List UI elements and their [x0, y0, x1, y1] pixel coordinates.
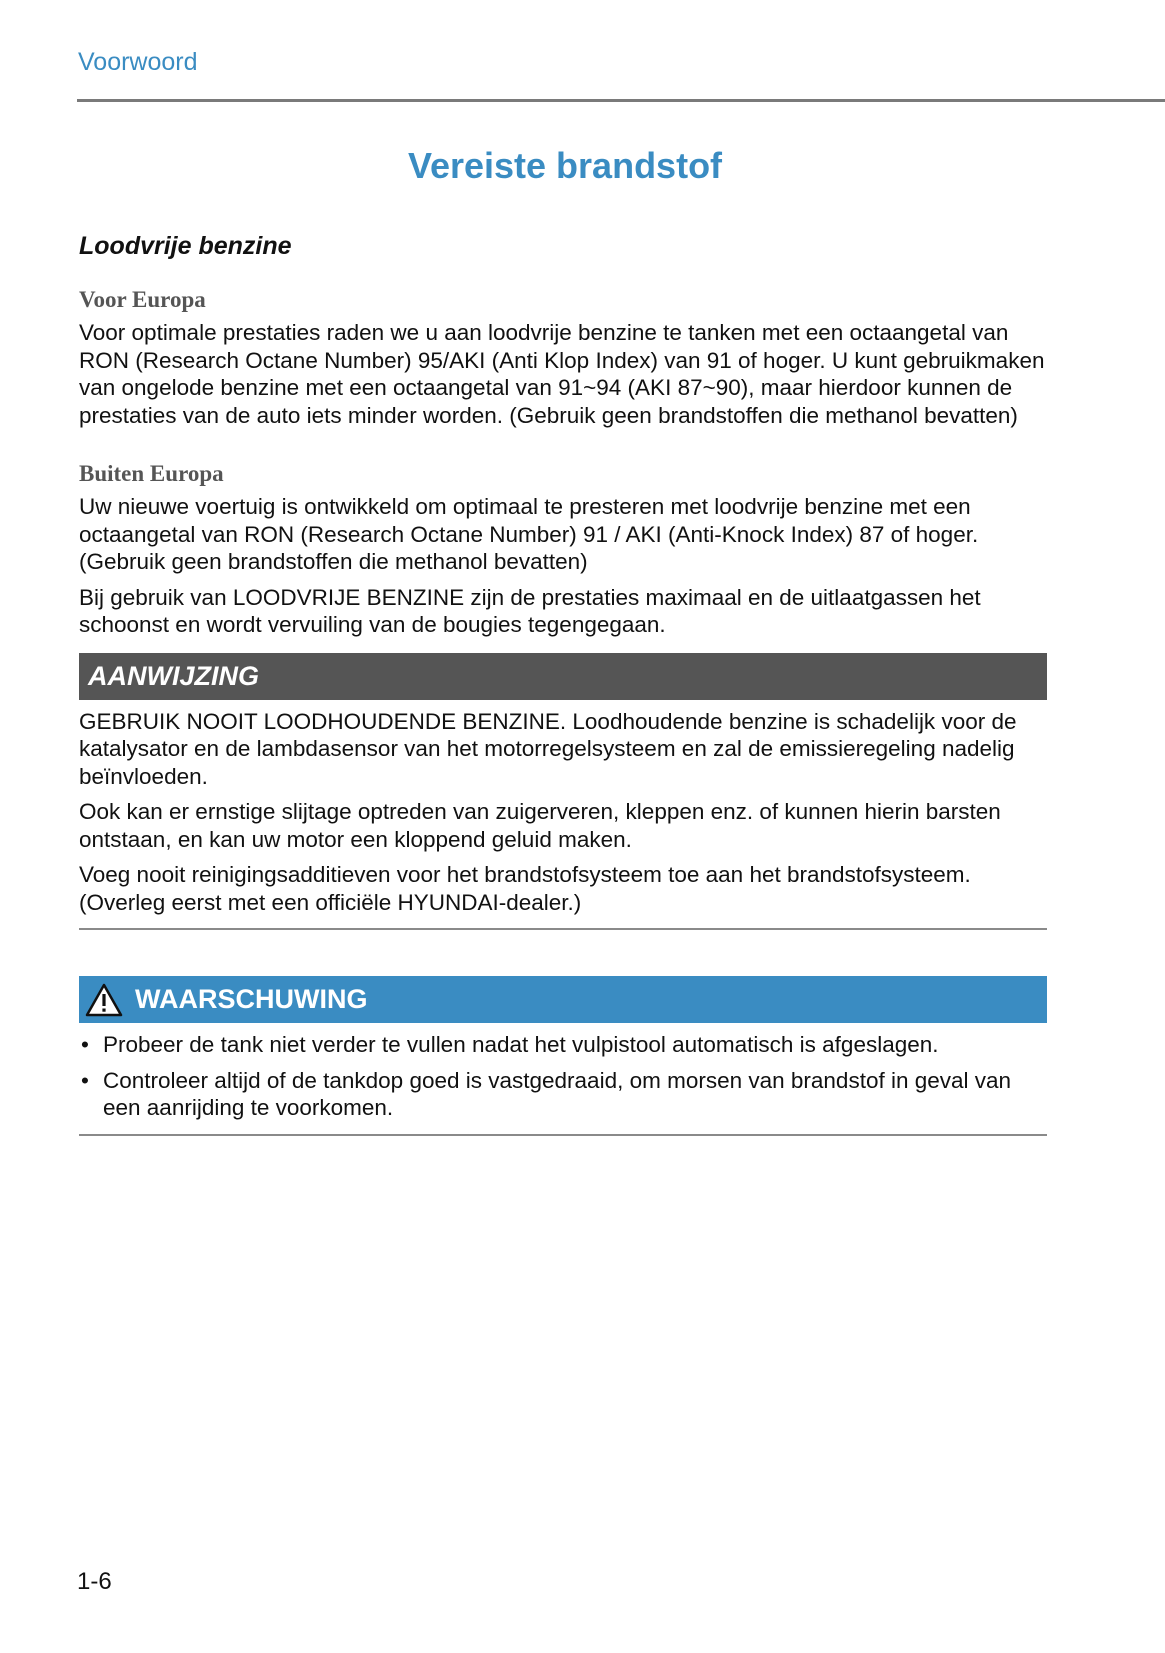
- notice-paragraph: Voeg nooit reinigingsadditieven voor het brandstofsysteem toe aan het brandstofsysteem. (Overleg eerst met een officiële HYUNDAI-dealer.): [79, 862, 971, 915]
- paragraph-outside-europe-2: Bij gebruik van LOODVRIJE BENZINE zijn de prestaties maximaal en de uitlaatgassen het schoonst en wordt vervuiling van de bougies tegengegaan.: [79, 584, 981, 637]
- section-heading: Loodvrije benzine: [79, 232, 292, 260]
- paragraph-europe: Voor optimale prestaties raden we u aan loodvrije benzine te tanken met een octaangetal van RON (Research Octane Number) 95/AKI (Anti Klop Index) van 91 of hoger. U kunt gebruikmaken van ongelode benzine met een octaangetal van 91~94 (AKI 87~90), maar hierdoor kunnen de prestaties van de auto iets minder worden. (Gebruik geen brandstoffen die methanol bevatten): [79, 320, 1045, 428]
- notice-paragraph: GEBRUIK NOOIT LOODHOUDENDE BENZINE. Loodhoudende benzine is schadelijk voor de katalysator en de lambdasensor van het motorregelsysteem en zal de emissieregeling nadelig beïnvloeden.: [79, 708, 1017, 789]
- notice-banner: AANWIJZING: [79, 653, 1047, 700]
- page-title: Vereiste brandstof: [407, 145, 723, 186]
- page-content: [79, 232, 1047, 1136]
- notice-divider: [79, 928, 1047, 930]
- header-divider: [77, 99, 1165, 102]
- section-header: Voorwoord: [78, 48, 198, 76]
- subheading-europe: Voor Europa: [79, 287, 206, 312]
- warning-triangle-icon: [85, 983, 123, 1017]
- paragraph-outside-europe-1: Uw nieuwe voertuig is ontwikkeld om optimaal te presteren met loodvrije benzine met een octaangetal van RON (Research Octane Number) 91 / AKI (Anti-Knock Index) 87 of hoger. (Gebruik geen brandstoffen die methanol bevatten): [79, 494, 979, 574]
- warning-list: [79, 1031, 1047, 1122]
- list-item: • Probeer de tank niet verder te vullen nadat het vulpistool automatisch is afgeslagen.: [81, 1032, 939, 1057]
- subheading-outside-europe: Buiten Europa: [79, 461, 224, 486]
- warning-banner: [79, 976, 1047, 1023]
- warning-label: WAARSCHUWING: [135, 984, 368, 1014]
- list-item: • Controleer altijd of de tankdop goed is vastgedraaid, om morsen van brandstof in geval van een aanrijding te voorkomen.: [81, 1067, 1012, 1120]
- page-number: 1-6: [77, 1568, 112, 1595]
- warning-divider: [79, 1134, 1047, 1136]
- notice-paragraph: Ook kan er ernstige slijtage optreden van zuigerveren, kleppen enz. of kunnen hierin barsten ontstaan, en kan uw motor een kloppend geluid maken.: [79, 799, 1001, 852]
